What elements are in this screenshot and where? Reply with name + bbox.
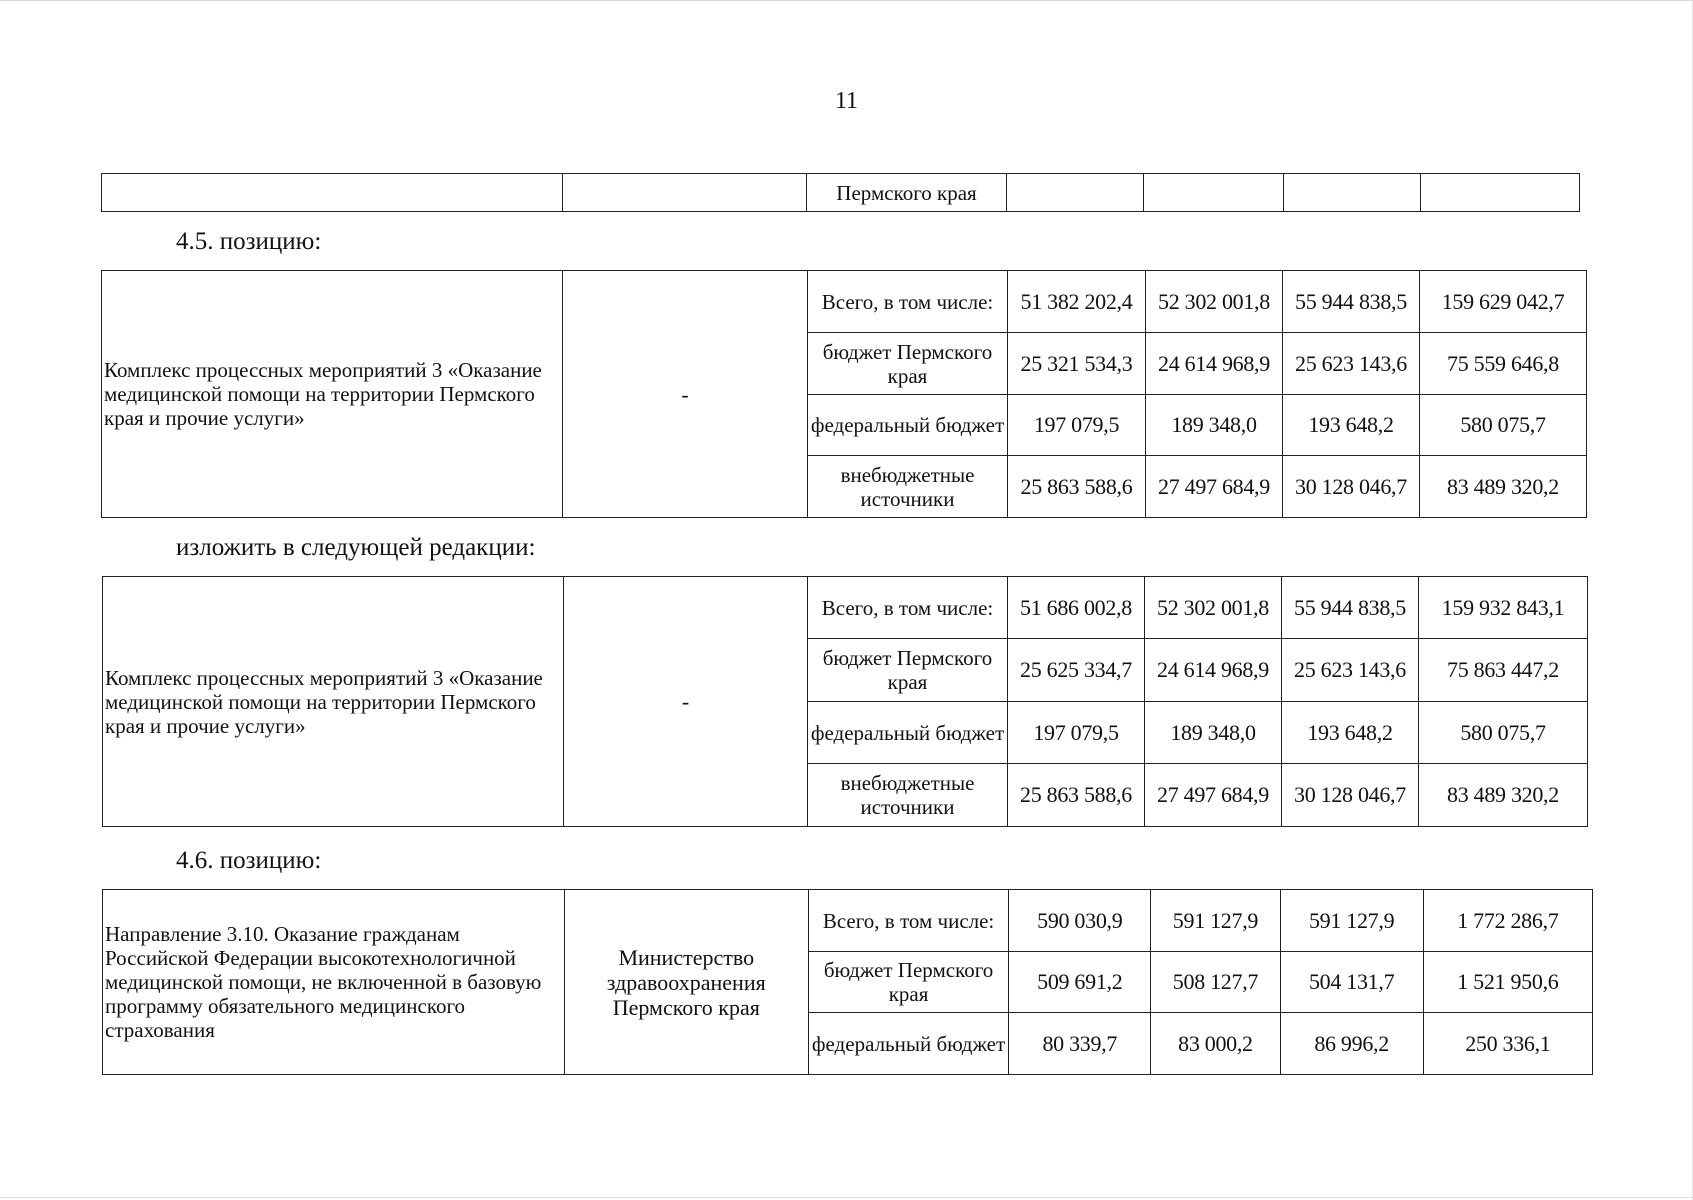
value-cell: 51 686 002,8 [1008, 577, 1145, 639]
source-cell: внебюджетные источники [808, 764, 1008, 827]
value-cell: 25 623 143,6 [1282, 639, 1419, 702]
value-cell: 590 030,9 [1009, 890, 1151, 952]
value-cell: 197 079,5 [1008, 702, 1145, 764]
value-cell: 51 382 202,4 [1008, 271, 1146, 333]
total-cell: 159 932 843,1 [1419, 577, 1588, 639]
value-cell: 25 863 588,6 [1008, 764, 1145, 827]
source-cell: федеральный бюджет [808, 395, 1008, 456]
source-cell: бюджет Пермского края [808, 333, 1008, 395]
responsible-cell: - [563, 271, 808, 518]
paragraph-new-edition: изложить в следующей редакции: [176, 534, 536, 561]
table-cell [1007, 174, 1144, 212]
source-cell: федеральный бюджет [808, 702, 1008, 764]
source-cell: бюджет Пермского края [808, 952, 1008, 1013]
program-name: Комплекс процессных мероприятий 3 «Оказание медицинской помощи на территории Пермского края и прочие услуги» [103, 577, 564, 827]
scan-edge-bottom [0, 1197, 1693, 1198]
value-cell: 25 321 534,3 [1008, 333, 1146, 395]
program-name: Комплекс процессных мероприятий 3 «Оказание медицинской помощи на территории Пермского края и прочие услуги» [102, 271, 563, 518]
page-number: 11 [834, 88, 859, 114]
value-cell: 55 944 838,5 [1282, 577, 1419, 639]
source-cell: Всего, в том числе: [808, 577, 1008, 639]
value-cell: 80 339,7 [1009, 1013, 1151, 1075]
total-cell: 1 521 950,6 [1423, 952, 1592, 1013]
value-cell: 509 691,2 [1009, 952, 1151, 1013]
table-row [103, 577, 1588, 639]
source-cell: Всего, в том числе: [808, 890, 1008, 952]
value-cell: 25 623 143,6 [1283, 333, 1420, 395]
source-cell: бюджет Пермского края [808, 639, 1008, 702]
responsible-cell: - [564, 577, 808, 827]
value-cell: 193 648,2 [1282, 702, 1419, 764]
table-new-edition [102, 576, 1588, 827]
source-cell: Пермского края [807, 174, 1007, 212]
value-cell: 189 348,0 [1145, 702, 1282, 764]
total-cell: 75 863 447,2 [1419, 639, 1588, 702]
total-cell: 83 489 320,2 [1419, 764, 1588, 827]
table-cell [1421, 174, 1580, 212]
table-cell [102, 174, 563, 212]
total-cell: 580 075,7 [1420, 395, 1587, 456]
total-cell: 75 559 646,8 [1420, 333, 1587, 395]
table-position-4-6 [102, 889, 1593, 1075]
table-position-4-5 [101, 270, 1587, 518]
program-name: Направление 3.10. Оказание гражданам Российской Федерации высокотехнологичной медицинской помощи, не включенной в базовую программу обязательного медицинского страхования [103, 890, 565, 1075]
value-cell: 193 648,2 [1283, 395, 1420, 456]
value-cell: 27 497 684,9 [1146, 456, 1283, 518]
value-cell: 30 128 046,7 [1282, 764, 1419, 827]
value-cell: 52 302 001,8 [1146, 271, 1283, 333]
value-cell: 30 128 046,7 [1283, 456, 1420, 518]
paragraph-4-6: 4.6. позицию: [176, 847, 322, 874]
table-cell [1144, 174, 1284, 212]
total-cell: 1 772 286,7 [1423, 890, 1592, 952]
source-cell: внебюджетные источники [808, 456, 1008, 518]
total-cell: 580 075,7 [1419, 702, 1588, 764]
value-cell: 25 863 588,6 [1008, 456, 1146, 518]
value-cell: 189 348,0 [1146, 395, 1283, 456]
value-cell: 24 614 968,9 [1146, 333, 1283, 395]
value-cell: 591 127,9 [1280, 890, 1423, 952]
value-cell: 508 127,7 [1151, 952, 1280, 1013]
paragraph-4-5: 4.5. позицию: [176, 228, 322, 255]
table-row [102, 271, 1587, 333]
value-cell: 197 079,5 [1008, 395, 1146, 456]
scan-edge-top [0, 0, 1693, 1]
total-cell: 159 629 042,7 [1420, 271, 1587, 333]
table-row [102, 174, 1580, 212]
table-row [103, 890, 1593, 952]
value-cell: 52 302 001,8 [1145, 577, 1282, 639]
value-cell: 591 127,9 [1151, 890, 1280, 952]
value-cell: 55 944 838,5 [1283, 271, 1420, 333]
value-cell: 24 614 968,9 [1145, 639, 1282, 702]
value-cell: 504 131,7 [1280, 952, 1423, 1013]
table-cell [563, 174, 807, 212]
table-fragment [101, 173, 1580, 212]
total-cell: 250 336,1 [1423, 1013, 1592, 1075]
source-cell: федеральный бюджет [808, 1013, 1008, 1075]
value-cell: 86 996,2 [1280, 1013, 1423, 1075]
table-cell [1284, 174, 1421, 212]
value-cell: 25 625 334,7 [1008, 639, 1145, 702]
source-cell: Всего, в том числе: [808, 271, 1008, 333]
total-cell: 83 489 320,2 [1420, 456, 1587, 518]
value-cell: 27 497 684,9 [1145, 764, 1282, 827]
responsible-cell: Министерство здравоохранения Пермского края [564, 890, 808, 1075]
value-cell: 83 000,2 [1151, 1013, 1280, 1075]
